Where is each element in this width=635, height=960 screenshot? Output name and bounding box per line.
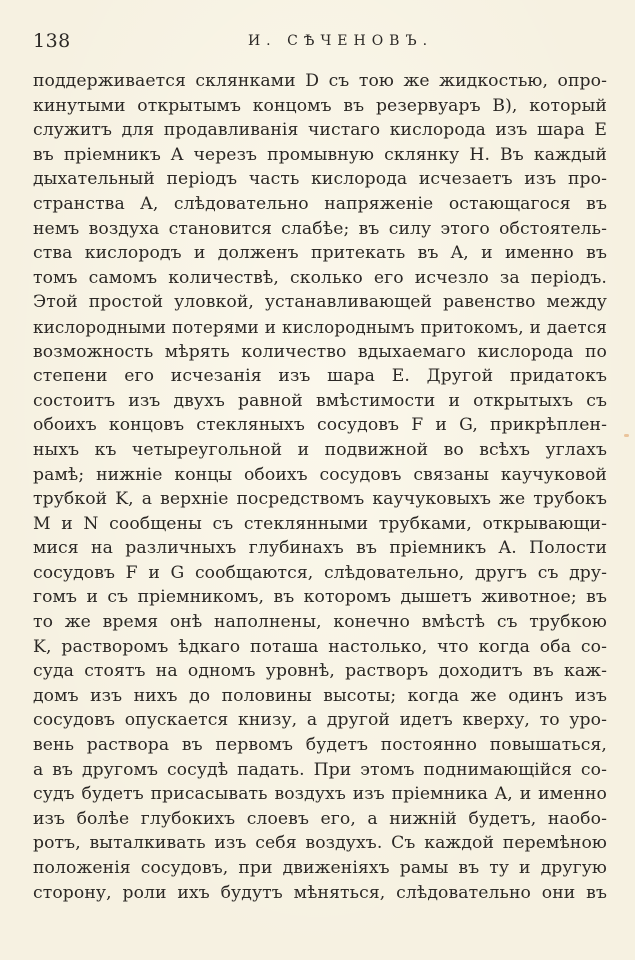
text-line: сторону, роли ихъ будутъ мѣняться, слѣдовательно они въ bbox=[33, 882, 607, 903]
text-line: положенія сосудовъ, при движеніяхъ рамы въ ту и другую bbox=[33, 858, 607, 878]
text-line: возможность мѣрять количество вдыхаемаго кислорода по bbox=[33, 341, 607, 362]
text-line: мися на различныхъ глубинахъ въ пріемникъ A. Полости bbox=[33, 538, 607, 559]
paper-speck bbox=[624, 434, 629, 437]
text-line: сосудовъ F и G сообщаются, слѣдовательно, другъ съ дру- bbox=[33, 562, 607, 583]
text-line: рамѣ; нижніе концы обоихъ сосудовъ связаны каучуковой bbox=[33, 464, 607, 485]
text-line: странства A, слѣдовательно напряженіе остающагося въ bbox=[33, 193, 607, 214]
text-line: дыхательный періодъ часть кислорода исчезаетъ изъ про- bbox=[33, 169, 607, 190]
text-line: сосудовъ опускается книзу, а другой идетъ кверху, то уро- bbox=[33, 710, 607, 731]
text-line: Этой простой уловкой, устанавливающей равенство между bbox=[33, 292, 607, 313]
text-line: а въ другомъ сосудѣ падать. При этомъ поднимающійся со- bbox=[33, 759, 607, 780]
text-line: поддерживается склянками D съ тою же жидкостью, опро- bbox=[33, 71, 607, 91]
text-line: K, растворомъ ѣдкаго поташа настолько, что когда оба со- bbox=[33, 636, 607, 657]
text-line: ства кислородъ и долженъ притекать въ A, и именно въ bbox=[33, 243, 607, 264]
text-line: степени его исчезанія изъ шара E. Другой придатокъ bbox=[33, 366, 607, 387]
running-head: И. СѢЧЕНОВЪ. bbox=[247, 33, 434, 49]
text-line: то же время онѣ наполнены, конечно вмѣстѣ съ трубкою bbox=[33, 612, 607, 633]
text-line: судъ будетъ присасывать воздухъ изъ пріемника A, и именно bbox=[33, 784, 607, 805]
text-line: ротъ, выталкивать изъ себя воздухъ. Съ каждой перемѣною bbox=[33, 833, 607, 854]
text-line: ныхъ къ четыреугольной и подвижной во всѣхъ углахъ bbox=[33, 439, 607, 460]
body-text bbox=[33, 69, 607, 905]
text-line: кинутыми открытымъ концомъ въ резервуаръ B), который bbox=[33, 95, 607, 116]
text-line: гомъ и съ пріемникомъ, въ которомъ дышетъ животное; въ bbox=[33, 587, 607, 608]
text-line: трубкой K, а верхніе посредствомъ каучуковыхъ же трубокъ bbox=[33, 489, 607, 510]
page-header bbox=[33, 30, 608, 54]
text-line: изъ болѣе глубокихъ слоевъ его, а нижній будетъ, наобо- bbox=[33, 808, 607, 829]
text-line: суда стоятъ на одномъ уровнѣ, растворъ доходитъ въ каж- bbox=[33, 661, 607, 682]
text-line: томъ самомъ количествѣ, сколько его исчезло за періодъ. bbox=[33, 267, 607, 288]
text-line: служитъ для продавливанія чистаго кислорода изъ шара E bbox=[33, 120, 607, 141]
text-line: немъ воздуха становится слабѣе; въ силу этого обстоятель- bbox=[33, 218, 607, 239]
text-line: состоитъ изъ двухъ равной вмѣстимости и открытыхъ съ bbox=[33, 390, 607, 411]
text-line: въ пріемникъ A черезъ промывную склянку H. Въ каждый bbox=[33, 144, 607, 165]
text-line: вень раствора въ первомъ будетъ постоянно повышаться, bbox=[33, 735, 607, 756]
text-line: кислородными потерями и кислороднымъ притокомъ, и дается bbox=[33, 316, 607, 337]
text-line: домъ изъ нихъ до половины высоты; когда же одинъ изъ bbox=[33, 685, 607, 706]
text-line: обоихъ концовъ стекляныхъ сосудовъ F и G, прикрѣплен- bbox=[33, 415, 607, 436]
page-number: 138 bbox=[33, 30, 71, 52]
text-line: M и N сообщены съ стеклянными трубками, открывающи- bbox=[33, 513, 607, 534]
